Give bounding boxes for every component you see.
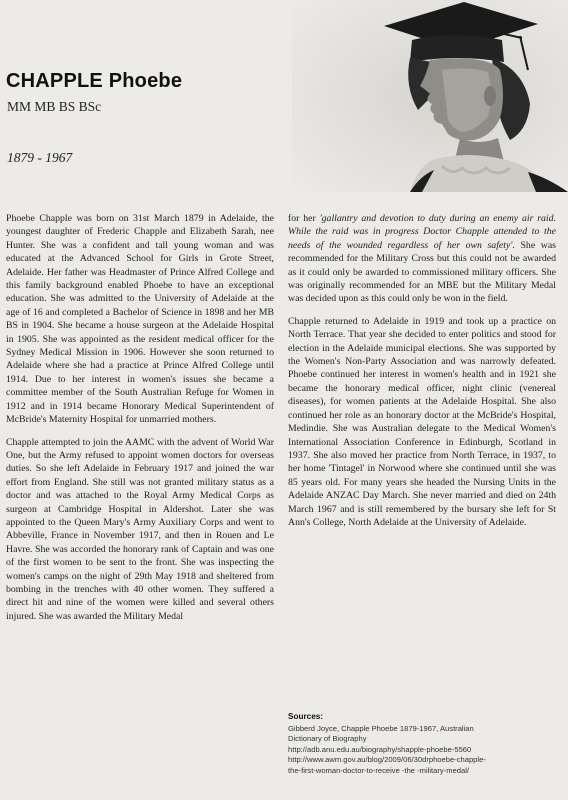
source-link[interactable]: http://www.awm.gov.au/blog/2009/06/30drphoebe-chapple- bbox=[288, 755, 486, 765]
paragraph-war-service: Chapple attempted to join the AAMC with the advent of World War One, but the Army refused to appoint women doctors for overseas duties. So she left Adelaide in February 1917 and joined the war effort from England. She still was not granted military status as a doctor and was attached to the Royal Army Medical Corps as surgeon at Cambridge Hospital in Aldershot. Later she was appointed to the Queen Mary's Army Auxiliary Corps and went to Abbeville, France in November 1917, and then in Rouen and Le Havre. She was accorded the honorary rank of Captain and was one of the first women to be sent to the front. She was inspecting the women's camps on the night of 29th May 1918 and sheltered from bombing in the trenches with 40 other women. They suffered a direct hit and nine of the women were killed and several others injured. She was awarded the Military Medal bbox=[6, 436, 274, 622]
medal-text-post: She was recommended for the Military Cross but this could not be awarded as it could only be awarded to commissioned military officers. She was originally recommended for an MBE but the Military Medal was decided upon as this could only be won in the field. bbox=[288, 239, 556, 305]
source-line: Gibberd Joyce, Chapple Phoebe 1879-1967, Australian bbox=[288, 723, 474, 733]
source-link[interactable]: http://adb.anu.edu.au/biography/shapple-phoebe-5560 bbox=[288, 744, 472, 754]
paragraph-early-life: Phoebe Chapple was born on 31st March 1879 in Adelaide, the youngest daughter of Frederic Chapple and Elizabeth Sarah, nee Hunter. She was a confident and tall young woman and was educated at the Advanced School for Girls in Grote Street, Adelaide. Her father was Headmaster of Prince Alfred College and this family background enabled Phoebe to have an exceptional education. She was admitted to the University of Adelaide at the age of 16 and completed a Bachelor of Science in 1898 and her MB BS in 1904. She became a house surgeon at the Adelaide Hospital in 1905. She was appointed as the resident medical officer for the Sydney Medical Mission in 1906. However she soon returned to Adelaide where she had a practice at Prince Alfred College until 1914. Due to her interest in women's issues she became a committee member of the South Australian Refuge for Women in 1912 and in 1914 became Honorary Medical Superintendent of McBride's Maternity Hospital for unmarried mothers. bbox=[6, 213, 274, 426]
paragraph-military-medal bbox=[288, 212, 556, 306]
degrees: MM MB BS BSc bbox=[7, 99, 102, 114]
portrait-photo bbox=[292, 0, 568, 192]
right-column bbox=[288, 212, 556, 537]
paragraph-later-life: Chapple returned to Adelaide in 1919 and took up a practice on North Terrace. That year she decided to enter politics and stood for election in the Adelaide municipal elections. She was supported by the Women's Non-Party Association and was narrowly defeated. Phoebe continued her interest in women's health and in 1921 she became the honorary medical officer, night clinic (venereal diseases), for women patients at the Adelaide Hospital. She also continued her role as an honorary doctor at the McBride's Hospital, Medindie. She was Australian delegate to the Medical Women's International Association Conference in Edinburgh, Scotland in 1937. She also moved her practice from North Terrace, in 1937, to her home 'Tintagel' in Norwood where she continued until she was 85 years old. For many years she headed the Nursing Units in the Adelaide ANZAC Day March. She never married and died on 24th March 1967 and is still remembered by the bursary she left for St Ann's College, North Adelaide at the University of Adelaide. bbox=[288, 315, 556, 528]
source-link[interactable]: the-first-woman-doctor-to-receive -the -military-medal/ bbox=[288, 765, 470, 775]
medal-citation-quote: 'gallantry and devotion to duty during an enemy air raid. While the raid was in progress Doctor Chapple attended to the needs of the wounded regardless of her own safety'. bbox=[288, 213, 556, 251]
sources-heading: Sources: bbox=[288, 712, 324, 721]
life-dates: 1879 - 1967 bbox=[7, 150, 73, 165]
person-name: CHAPPLE Phoebe bbox=[6, 70, 183, 92]
left-column bbox=[6, 212, 274, 631]
sources-block bbox=[288, 712, 560, 777]
source-line: Dictionary of Biography bbox=[288, 734, 367, 744]
medal-text-pre: for her bbox=[288, 213, 320, 224]
